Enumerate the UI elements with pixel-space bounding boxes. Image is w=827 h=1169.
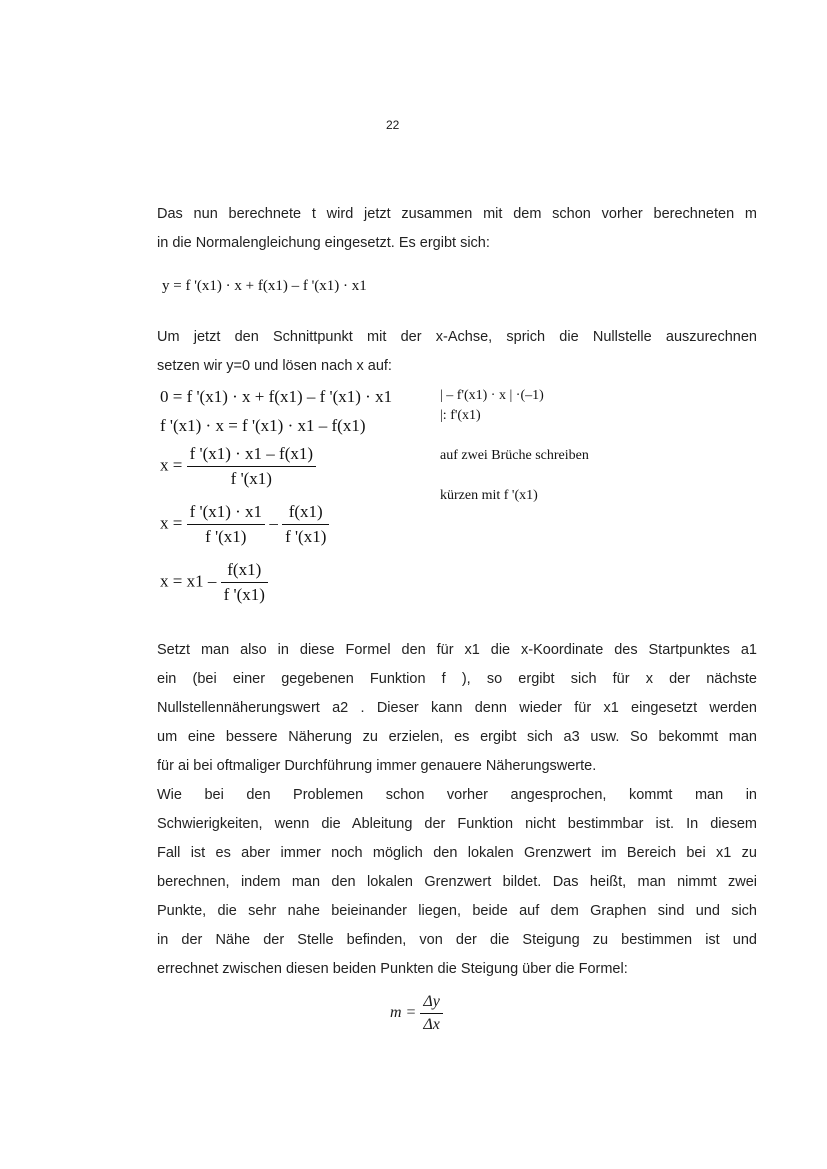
fraction-denominator: f '(x1)	[285, 527, 327, 546]
text-line: errechnet zwischen diesen beiden Punkten die Steigung über die Formel:	[157, 961, 628, 977]
derivation-line-2: f '(x1) · x = f '(x1) · x1 – f(x1)	[160, 416, 366, 435]
derivation-line-4	[160, 502, 329, 547]
text-line: ein (bei einer gegebenen Funktion f ), so ergibt sich für x der nächste	[157, 671, 757, 687]
slope-formula	[390, 993, 443, 1034]
equation-lhs: x =	[160, 455, 183, 475]
minus-sign: –	[269, 513, 278, 533]
fraction	[187, 444, 316, 489]
text-line: Setzt man also in diese Formel den für x1 die x-Koordinate des Startpunktes a1	[157, 642, 757, 658]
note-step-3: auf zwei Brüche schreiben	[440, 448, 589, 463]
fraction-denominator: f '(x1)	[205, 527, 247, 546]
fraction	[282, 502, 329, 547]
note-step-2: |: f'(x1)	[440, 408, 481, 423]
text-line: in die Normalengleichung eingesetzt. Es ergibt sich:	[157, 235, 490, 251]
text-line: Schwierigkeiten, wenn die Ableitung der Funktion nicht bestimmbar ist. In diesem	[157, 816, 757, 832]
derivation-line-1: 0 = f '(x1) · x + f(x1) – f '(x1) · x1	[160, 387, 393, 406]
equation-lhs: x =	[160, 513, 183, 533]
text-line: Punkte, die sehr nahe beieinander liegen, beide auf dem Graphen sind und sich	[157, 903, 757, 919]
equation-lhs: m =	[390, 1004, 417, 1022]
note-step-1: | – f'(x1) · x | ·(–1)	[440, 388, 544, 403]
text-line: Nullstellennäherungswert a2 . Dieser kann denn wieder für x1 eingesetzt werden	[157, 700, 757, 716]
fraction	[187, 502, 265, 547]
text-line: Fall ist es aber immer noch möglich den lokalen Grenzwert im Bereich bei x1 zu	[157, 845, 757, 861]
derivation-line-5	[160, 560, 268, 605]
fraction-denominator: f '(x1)	[230, 469, 272, 488]
fraction-numerator: f '(x1) · x1	[187, 502, 265, 525]
derivation-line-3	[160, 444, 316, 489]
text-line: Um jetzt den Schnittpunkt mit der x-Achse, sprich die Nullstelle auszurechnen	[157, 329, 757, 345]
fraction-denominator: f '(x1)	[223, 585, 265, 604]
fraction-numerator: f '(x1) · x1 – f(x1)	[187, 444, 316, 467]
equation-normal: y = f '(x1) · x + f(x1) – f '(x1) · x1	[162, 278, 367, 294]
text-line: setzen wir y=0 und lösen nach x auf:	[157, 358, 392, 374]
text-line: Wie bei den Problemen schon vorher angesprochen, kommt man in	[157, 787, 757, 803]
fraction	[221, 560, 268, 605]
fraction-numerator: f(x1)	[221, 560, 268, 583]
text-line: berechnen, indem man den lokalen Grenzwert bildet. Das heißt, man nimmt zwei	[157, 874, 757, 890]
fraction	[420, 993, 443, 1034]
text-line: um eine bessere Näherung zu erzielen, es ergibt sich a3 usw. So bekommt man	[157, 729, 757, 745]
text-line: für ai bei oftmaliger Durchführung immer genauere Näherungswerte.	[157, 758, 597, 774]
fraction-numerator: f(x1)	[282, 502, 329, 525]
note-step-4: kürzen mit f '(x1)	[440, 488, 538, 503]
text-line: in der Nähe der Stelle befinden, von der die Steigung zu bestimmen ist und	[157, 932, 757, 948]
fraction-numerator: Δy	[420, 993, 443, 1014]
fraction-denominator: Δx	[423, 1016, 440, 1033]
page-number: 22	[386, 118, 400, 132]
text-line: Das nun berechnete t wird jetzt zusammen mit dem schon vorher berechneten m	[157, 206, 757, 222]
equation-lhs: x = x1 –	[160, 571, 217, 591]
